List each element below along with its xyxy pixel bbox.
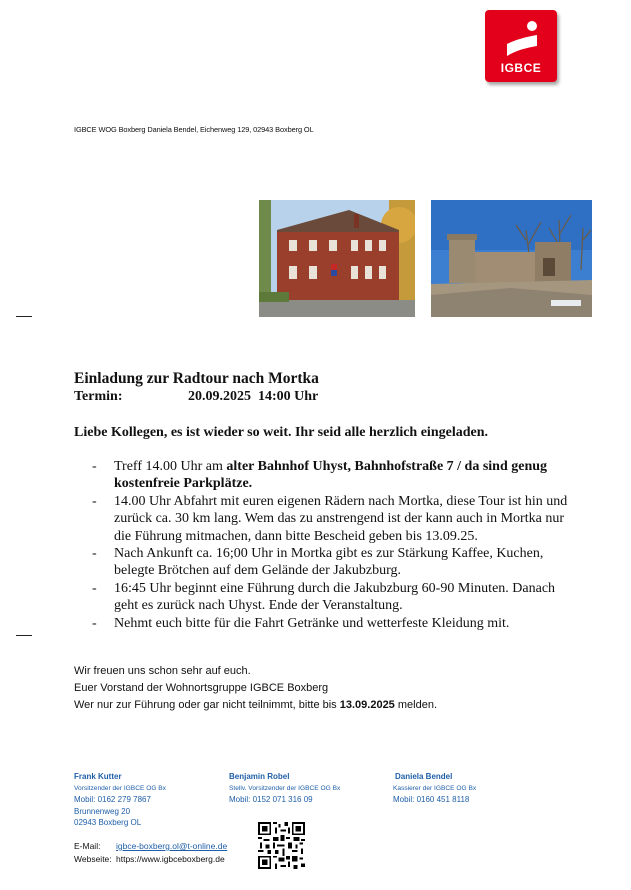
contact-mobile: Mobil: 0160 451 8118 (393, 795, 470, 804)
invitation-title: Einladung zur Radtour nach Mortka (74, 370, 319, 387)
contact-role: Stellv. Vorsitzender der IGBCE OG Bx (229, 784, 341, 792)
web-label: Webseite: (74, 853, 112, 864)
list-item: - Nach Ankunft ca. 16;00 Uhr in Mortka gibt es zur Stärkung Kaffee, Kuchen, belegte Brötchen auf dem Gelände der Jakubzburg. (92, 546, 544, 579)
closing-line: Wir freuen uns schon sehr auf euch. (74, 665, 251, 677)
contact-name: Frank Kutter (74, 772, 122, 781)
fold-mark (16, 635, 32, 636)
contact-role: Vorsitzender der IGBCE OG Bx (74, 784, 166, 792)
contact-name: Benjamin Robel (229, 772, 290, 781)
termin-value: 20.09.2025 14:00 Uhr (188, 389, 319, 404)
photo-jakubzburg (431, 200, 592, 317)
contact-city: 02943 Boxberg OL (74, 818, 142, 827)
contact-role: Kassierer der IGBCE OG Bx (393, 784, 477, 792)
closing-line: Wer nur zur Führung oder gar nicht teilnimmt, bitte bis 13.09.2025 melden. (74, 699, 438, 711)
logo-text: IGBCE (500, 61, 542, 75)
fold-mark (16, 316, 32, 317)
web-link[interactable]: https://www.igbceboxberg.de (116, 853, 225, 864)
contact-links (74, 840, 227, 865)
list-item: - 14.00 Uhr Abfahrt mit euren eigenen Rädern nach Mortka, diese Tour ist hin und zurück ca. 30 km lang. Wem das zu anstrengend ist der kann auch in Mortka nur die Führung mitmachen, dann bitte Bescheid geben bis 13.09.25. (92, 493, 568, 544)
list-item: - 16:45 Uhr beginnt eine Führung durch die Jakubzburg 60-90 Minuten. Danach geht es zurück nach Uhyst. Ende der Veranstaltung. (92, 580, 556, 614)
contact-mobile: Mobil: 0152 071 316 09 (229, 795, 313, 804)
email-label: E-Mail: (74, 841, 101, 851)
contact-street: Brunnenweg 20 (74, 806, 131, 816)
greeting: Liebe Kollegen, es ist wieder so weit. Ihr seid alle herzlich eingeladen. (74, 425, 488, 440)
program-list (92, 458, 572, 632)
contact-frank-kutter (74, 771, 166, 829)
contact-daniela-bendel (393, 771, 476, 806)
sender-address-line: IGBCE WOG Boxberg Daniela Bendel, Eichenweg 129, 02943 Boxberg OL (74, 125, 314, 134)
closing-text (74, 663, 437, 714)
contact-mobile: Mobil: 0162 279 7867 (74, 795, 151, 804)
termin-label: Termin: (74, 389, 123, 404)
igbce-logo (485, 10, 557, 82)
contact-name: Daniela Bendel (395, 772, 453, 781)
qr-code-icon (258, 822, 305, 869)
list-item: - Nehmt euch bitte für die Fahrt Getränke und wetterfeste Kleidung mit. (92, 615, 510, 631)
list-item: - Treff 14.00 Uhr am alter Bahnhof Uhyst, Bahnhofstraße 7 / da sind genug kostenfreie Parkplätze. (92, 459, 548, 492)
closing-line: Euer Vorstand der Wohnortsgruppe IGBCE Boxberg (74, 682, 329, 694)
email-link[interactable]: igbce-boxberg.ol@t-online.de (116, 841, 228, 851)
contact-benjamin-robel (229, 771, 340, 806)
photo-bahnhof (259, 200, 415, 317)
